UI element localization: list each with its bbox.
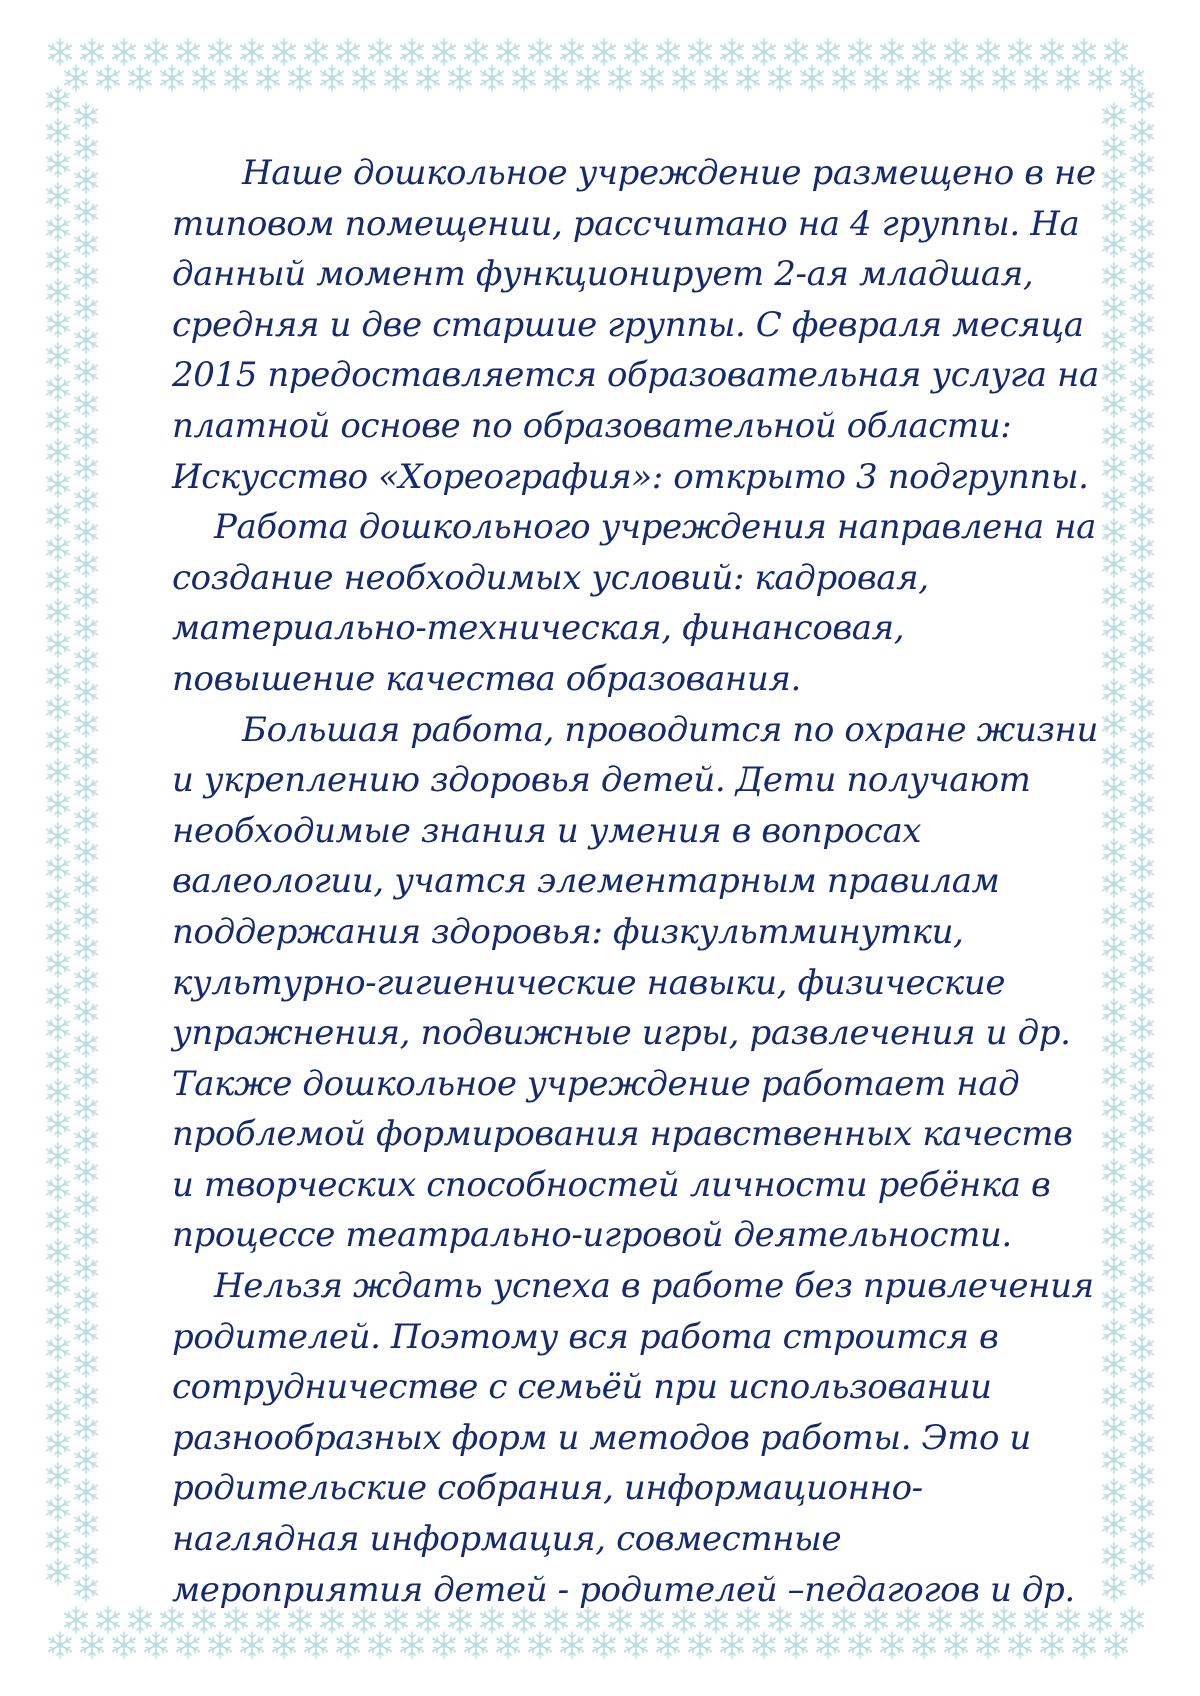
- snowflake-icon: [849, 39, 872, 65]
- snowflake-icon: [817, 1632, 840, 1658]
- snowflake-icon: [1131, 759, 1154, 785]
- snowflake-icon: [1131, 1175, 1154, 1201]
- snowflake-icon: [47, 567, 70, 593]
- snowflake-icon: [1131, 1047, 1154, 1073]
- snowflake-icon: [129, 65, 152, 91]
- snowflake-icon: [1131, 343, 1154, 369]
- snowflake-icon: [401, 39, 424, 65]
- snowflake-icon: [561, 39, 584, 65]
- snowflake-icon: [545, 65, 568, 91]
- snowflake-icon: [75, 295, 98, 321]
- snowflake-icon: [849, 1632, 872, 1658]
- snowflake-icon: [1131, 183, 1154, 209]
- snowflake-icon: [881, 1632, 904, 1658]
- snowflake-icon: [47, 503, 70, 529]
- snowflake-icon: [321, 65, 344, 91]
- snowflake-icon: [1131, 1239, 1154, 1265]
- snowflake-icon: [1131, 1207, 1154, 1233]
- snowflake-icon: [47, 759, 70, 785]
- snowflake-icon: [1105, 1632, 1128, 1658]
- snowflake-icon: [1131, 1463, 1154, 1489]
- snowflake-icon: [1103, 1159, 1126, 1185]
- snowflake-icon: [465, 39, 488, 65]
- snowflake-icon: [1131, 1143, 1154, 1169]
- snowflake-icon: [449, 65, 472, 91]
- snowflake-icon: [75, 1383, 98, 1409]
- snowflake-icon: [497, 1632, 520, 1658]
- snowflake-icon: [75, 1127, 98, 1153]
- snowflake-icon: [1103, 711, 1126, 737]
- snowflake-icon: [49, 39, 72, 65]
- snowflake-icon: [1103, 1447, 1126, 1473]
- snowflake-icon: [47, 1111, 70, 1137]
- snowflake-icon: [1103, 135, 1126, 161]
- snowflake-icon: [1131, 1303, 1154, 1329]
- snowflake-icon: [47, 1143, 70, 1169]
- snowflake-icon: [1103, 967, 1126, 993]
- snowflake-icon: [1103, 1063, 1126, 1089]
- snowflake-icon: [145, 1632, 168, 1658]
- snowflake-icon: [1131, 1495, 1154, 1521]
- snowflake-icon: [1103, 1351, 1126, 1377]
- snowflake-icon: [47, 1559, 70, 1585]
- snowflake-icon: [47, 1335, 70, 1361]
- snowflake-icon: [977, 1632, 1000, 1658]
- snowflake-icon: [1131, 375, 1154, 401]
- snowflake-icon: [785, 1632, 808, 1658]
- snowflake-icon: [1131, 823, 1154, 849]
- snowflake-icon: [753, 1632, 776, 1658]
- snowflake-icon: [75, 167, 98, 193]
- snowflake-icon: [257, 65, 280, 91]
- snowflake-icon: [145, 39, 168, 65]
- snowflake-icon: [1131, 695, 1154, 721]
- snowflake-icon: [1009, 1632, 1032, 1658]
- snowflake-icon: [1089, 65, 1112, 91]
- snowflake-icon: [1103, 1287, 1126, 1313]
- snowflake-icon: [609, 65, 632, 91]
- snowflake-icon: [929, 65, 952, 91]
- snowflake-icon: [47, 887, 70, 913]
- snowflake-icon: [75, 1319, 98, 1345]
- snowflake-icon: [241, 1632, 264, 1658]
- snowflake-icon: [1103, 327, 1126, 353]
- snowflake-icon: [75, 1031, 98, 1057]
- snowflake-icon: [1103, 167, 1126, 193]
- snowflake-icon: [47, 1303, 70, 1329]
- snowflake-icon: [1103, 455, 1126, 481]
- snowflake-icon: [1131, 87, 1154, 113]
- snowflake-icon: [1131, 1559, 1154, 1585]
- snowflake-icon: [1131, 983, 1154, 1009]
- snowflake-icon: [75, 775, 98, 801]
- snowflake-icon: [593, 1632, 616, 1658]
- snowflake-icon: [47, 855, 70, 881]
- snowflake-icon: [47, 1079, 70, 1105]
- snowflake-icon: [1131, 503, 1154, 529]
- snowflake-icon: [65, 65, 88, 91]
- snowflake-icon: [47, 1047, 70, 1073]
- snowflake-icon: [1131, 727, 1154, 753]
- snowflake-icon: [75, 743, 98, 769]
- snowflake-icon: [273, 39, 296, 65]
- snowflake-icon: [593, 39, 616, 65]
- snowflake-icon: [1131, 1399, 1154, 1425]
- snowflake-icon: [577, 65, 600, 91]
- snowflake-icon: [945, 39, 968, 65]
- snowflake-icon: [1103, 871, 1126, 897]
- snowflake-icon: [113, 39, 136, 65]
- snowflake-icon: [81, 1632, 104, 1658]
- snowflake-icon: [497, 39, 520, 65]
- paragraph-4: Нельзя ждать успеха в работе без привлечения родителей. Поэтому вся работа строится в сотрудничестве с семьёй при использовании разнообразных форм и методов работы. Это и родительские собрания, информационно-наглядная информация, совместные мероприятия детей - родителей –педагогов и др.: [172, 1266, 1094, 1610]
- snowflake-icon: [1103, 903, 1126, 929]
- snowflake-icon: [75, 935, 98, 961]
- snowflake-icon: [1103, 1479, 1126, 1505]
- snowflake-icon: [833, 65, 856, 91]
- snowflake-icon: [369, 39, 392, 65]
- snowflake-icon: [1103, 1575, 1126, 1601]
- snowflake-icon: [1103, 583, 1126, 609]
- snowflake-icon: [1103, 743, 1126, 769]
- snowflake-icon: [47, 599, 70, 625]
- snowflake-icon: [75, 551, 98, 577]
- snowflake-icon: [801, 65, 824, 91]
- snowflake-icon: [1131, 439, 1154, 465]
- snowflake-icon: [1131, 855, 1154, 881]
- snowflake-icon: [47, 1495, 70, 1521]
- snowflake-icon: [529, 1632, 552, 1658]
- snowflake-icon: [481, 65, 504, 91]
- snowflake-icon: [75, 1223, 98, 1249]
- snowflake-icon: [1131, 215, 1154, 241]
- snowflake-icon: [177, 39, 200, 65]
- snowflake-icon: [1131, 279, 1154, 305]
- snowflake-icon: [75, 967, 98, 993]
- snowflake-icon: [1103, 423, 1126, 449]
- snowflake-icon: [689, 1632, 712, 1658]
- snowflake-icon: [75, 423, 98, 449]
- snowflake-icon: [1131, 631, 1154, 657]
- snowflake-icon: [1025, 65, 1048, 91]
- snowflake-icon: [47, 1271, 70, 1297]
- snowflake-icon: [47, 375, 70, 401]
- paragraph-2: Работа дошкольного учреждения направлена на создание необходимых условий: кадровая, материально-техническая, финансовая, повышение качества образования.: [172, 507, 1096, 699]
- snowflake-icon: [993, 65, 1016, 91]
- snowflake-icon: [75, 327, 98, 353]
- snowflake-icon: [1131, 1527, 1154, 1553]
- snowflake-icon: [1103, 1543, 1126, 1569]
- snowflake-icon: [1103, 807, 1126, 833]
- snowflake-icon: [1103, 999, 1126, 1025]
- snowflake-icon: [1131, 247, 1154, 273]
- snowflake-icon: [47, 1367, 70, 1393]
- snowflake-icon: [1103, 1191, 1126, 1217]
- snowflake-icon: [1103, 1127, 1126, 1153]
- snowflake-icon: [1131, 1271, 1154, 1297]
- snowflake-icon: [47, 407, 70, 433]
- snowflake-icon: [657, 1632, 680, 1658]
- snowflake-icon: [47, 695, 70, 721]
- snowflake-icon: [75, 647, 98, 673]
- snowflake-icon: [945, 1632, 968, 1658]
- snowflake-icon: [49, 1632, 72, 1658]
- snowflake-icon: [47, 663, 70, 689]
- snowflake-icon: [75, 679, 98, 705]
- snowflake-icon: [47, 279, 70, 305]
- snowflake-icon: [1131, 887, 1154, 913]
- snowflake-icon: [1131, 663, 1154, 689]
- snowflake-icon: [353, 65, 376, 91]
- snowflake-icon: [417, 65, 440, 91]
- snowflake-icon: [1073, 39, 1096, 65]
- snowflake-icon: [225, 65, 248, 91]
- snowflake-icon: [209, 1632, 232, 1658]
- snowflake-icon: [47, 119, 70, 145]
- snowflake-icon: [1121, 1607, 1144, 1633]
- snowflake-icon: [47, 1399, 70, 1425]
- snowflake-icon: [47, 471, 70, 497]
- snowflake-icon: [881, 39, 904, 65]
- snowflake-icon: [75, 1063, 98, 1089]
- snowflake-icon: [1103, 647, 1126, 673]
- snowflake-icon: [273, 1632, 296, 1658]
- snowflake-icon: [961, 65, 984, 91]
- snowflake-icon: [1131, 951, 1154, 977]
- snowflake-icon: [75, 487, 98, 513]
- snowflake-icon: [1103, 103, 1126, 129]
- snowflake-icon: [75, 1255, 98, 1281]
- snowflake-icon: [1103, 1383, 1126, 1409]
- snowflake-icon: [75, 999, 98, 1025]
- document-body: [172, 148, 1102, 1615]
- snowflake-icon: [47, 311, 70, 337]
- snowflake-icon: [753, 39, 776, 65]
- snowflake-icon: [913, 1632, 936, 1658]
- snowflake-icon: [75, 1095, 98, 1121]
- snowflake-icon: [75, 1479, 98, 1505]
- snowflake-icon: [1103, 679, 1126, 705]
- snowflake-icon: [75, 103, 98, 129]
- snowflake-icon: [47, 151, 70, 177]
- snowflake-icon: [1131, 1367, 1154, 1393]
- snowflake-icon: [721, 39, 744, 65]
- snowflake-icon: [1009, 39, 1032, 65]
- snowflake-icon: [977, 39, 1000, 65]
- snowflake-icon: [433, 1632, 456, 1658]
- snowflake-icon: [47, 439, 70, 465]
- snowflake-icon: [75, 807, 98, 833]
- snowflake-icon: [1103, 1031, 1126, 1057]
- snowflake-icon: [337, 39, 360, 65]
- snowflake-icon: [75, 839, 98, 865]
- snowflake-icon: [1103, 1319, 1126, 1345]
- snowflake-icon: [1131, 1335, 1154, 1361]
- snowflake-icon: [47, 247, 70, 273]
- snowflake-icon: [1131, 119, 1154, 145]
- snowflake-icon: [97, 1607, 120, 1633]
- snowflake-icon: [75, 615, 98, 641]
- snowflake-icon: [47, 791, 70, 817]
- snowflake-icon: [1103, 295, 1126, 321]
- snowflake-icon: [75, 1575, 98, 1601]
- snowflake-icon: [641, 65, 664, 91]
- snowflake-icon: [161, 65, 184, 91]
- snowflake-icon: [897, 65, 920, 91]
- snowflake-icon: [75, 359, 98, 385]
- snowflake-icon: [75, 1415, 98, 1441]
- snowflake-icon: [1131, 1079, 1154, 1105]
- snowflake-icon: [1103, 263, 1126, 289]
- snowflake-icon: [75, 903, 98, 929]
- snowflake-icon: [305, 1632, 328, 1658]
- snowflake-icon: [75, 199, 98, 225]
- snowflake-icon: [75, 1191, 98, 1217]
- snowflake-icon: [561, 1632, 584, 1658]
- snowflake-icon: [1131, 791, 1154, 817]
- snowflake-icon: [97, 65, 120, 91]
- snowflake-icon: [47, 983, 70, 1009]
- snowflake-icon: [241, 39, 264, 65]
- snowflake-icon: [75, 711, 98, 737]
- snowflake-icon: [47, 343, 70, 369]
- snowflake-icon: [47, 1015, 70, 1041]
- snowflake-icon: [1041, 39, 1064, 65]
- snowflake-icon: [75, 263, 98, 289]
- snowflake-icon: [1131, 919, 1154, 945]
- snowflake-icon: [433, 39, 456, 65]
- snowflake-icon: [657, 39, 680, 65]
- snowflake-icon: [75, 519, 98, 545]
- snowflake-icon: [75, 231, 98, 257]
- snowflake-icon: [75, 1351, 98, 1377]
- snowflake-icon: [1103, 775, 1126, 801]
- snowflake-icon: [47, 1175, 70, 1201]
- paragraph-1: Наше дошкольное учреждение размещено в не типовом помещении, рассчитано на 4 группы. На данный момент функционирует 2-ая младшая, средняя и две старшие группы. С февраля месяца 2015 предоставляется образовательная услуга на платной основе по образовательной области: Искусство «Хореография»: открыто 3 подгруппы.: [172, 153, 1099, 497]
- snowflake-icon: [1131, 1431, 1154, 1457]
- snowflake-icon: [1103, 615, 1126, 641]
- snowflake-icon: [737, 65, 760, 91]
- snowflake-icon: [1103, 359, 1126, 385]
- snowflake-icon: [1131, 471, 1154, 497]
- snowflake-icon: [1103, 519, 1126, 545]
- snowflake-icon: [75, 1287, 98, 1313]
- snowflake-icon: [1131, 407, 1154, 433]
- snowflake-icon: [47, 1527, 70, 1553]
- snowflake-icon: [625, 39, 648, 65]
- snowflake-icon: [1131, 567, 1154, 593]
- snowflake-icon: [47, 631, 70, 657]
- snowflake-icon: [47, 215, 70, 241]
- snowflake-icon: [209, 39, 232, 65]
- snowflake-icon: [401, 1632, 424, 1658]
- snowflake-icon: [1131, 311, 1154, 337]
- snowflake-icon: [673, 65, 696, 91]
- snowflake-icon: [75, 135, 98, 161]
- snowflake-icon: [1103, 1223, 1126, 1249]
- snowflake-icon: [513, 65, 536, 91]
- snowflake-icon: [1103, 1415, 1126, 1441]
- snowflake-icon: [81, 39, 104, 65]
- snowflake-icon: [1131, 151, 1154, 177]
- snowflake-icon: [817, 39, 840, 65]
- snowflake-icon: [1131, 599, 1154, 625]
- snowflake-icon: [1103, 391, 1126, 417]
- paragraph-3: Большая работа, проводится по охране жизни и укреплению здоровья детей. Дети получают необходимые знания и умения в вопросах валеологии, учатся элементарным правилам поддержания здоровья: физкультминутки, культурно-гигиенические навыки, физические упражнения, подвижные игры, развлечения и др. Также дошкольное учреждение работает над проблемой формирования нравственных качеств и творческих способностей личности ребёнка в процессе театрально-игровой деятельности.: [172, 709, 1098, 1256]
- snowflake-icon: [385, 65, 408, 91]
- snowflake-icon: [625, 1632, 648, 1658]
- snowflake-icon: [75, 391, 98, 417]
- snowflake-icon: [47, 1239, 70, 1265]
- snowflake-icon: [75, 1511, 98, 1537]
- snowflake-icon: [1103, 487, 1126, 513]
- snowflake-icon: [177, 1632, 200, 1658]
- snowflake-icon: [865, 65, 888, 91]
- snowflake-icon: [47, 183, 70, 209]
- snowflake-icon: [75, 871, 98, 897]
- snowflake-icon: [1103, 1255, 1126, 1281]
- snowflake-icon: [1131, 1015, 1154, 1041]
- snowflake-icon: [65, 1607, 88, 1633]
- snowflake-icon: [75, 1447, 98, 1473]
- snowflake-icon: [913, 39, 936, 65]
- snowflake-icon: [1105, 39, 1128, 65]
- snowflake-icon: [1073, 1632, 1096, 1658]
- snowflake-icon: [689, 39, 712, 65]
- snowflake-icon: [529, 39, 552, 65]
- snowflake-icon: [75, 1159, 98, 1185]
- snowflake-icon: [47, 823, 70, 849]
- snowflake-icon: [193, 65, 216, 91]
- snowflake-icon: [47, 535, 70, 561]
- snowflake-icon: [75, 583, 98, 609]
- snowflake-icon: [769, 65, 792, 91]
- snowflake-icon: [1103, 199, 1126, 225]
- snowflake-icon: [1121, 65, 1144, 91]
- snowflake-icon: [47, 919, 70, 945]
- snowflake-icon: [305, 39, 328, 65]
- snowflake-icon: [75, 455, 98, 481]
- snowflake-icon: [1103, 1511, 1126, 1537]
- snowflake-icon: [1103, 551, 1126, 577]
- snowflake-icon: [129, 1607, 152, 1633]
- snowflake-icon: [465, 1632, 488, 1658]
- snowflake-icon: [337, 1632, 360, 1658]
- snowflake-icon: [1103, 1095, 1126, 1121]
- snowflake-icon: [1131, 535, 1154, 561]
- snowflake-icon: [1041, 1632, 1064, 1658]
- snowflake-icon: [1103, 839, 1126, 865]
- snowflake-icon: [1103, 231, 1126, 257]
- snowflake-icon: [1103, 935, 1126, 961]
- snowflake-icon: [1057, 65, 1080, 91]
- snowflake-icon: [47, 1431, 70, 1457]
- snowflake-icon: [721, 1632, 744, 1658]
- snowflake-icon: [1131, 1111, 1154, 1137]
- snowflake-icon: [369, 1632, 392, 1658]
- snowflake-icon: [289, 65, 312, 91]
- snowflake-icon: [47, 727, 70, 753]
- snowflake-icon: [47, 1207, 70, 1233]
- snowflake-icon: [113, 1632, 136, 1658]
- snowflake-icon: [785, 39, 808, 65]
- snowflake-icon: [75, 1543, 98, 1569]
- snowflake-icon: [47, 87, 70, 113]
- snowflake-icon: [47, 951, 70, 977]
- snowflake-icon: [47, 1463, 70, 1489]
- snowflake-icon: [705, 65, 728, 91]
